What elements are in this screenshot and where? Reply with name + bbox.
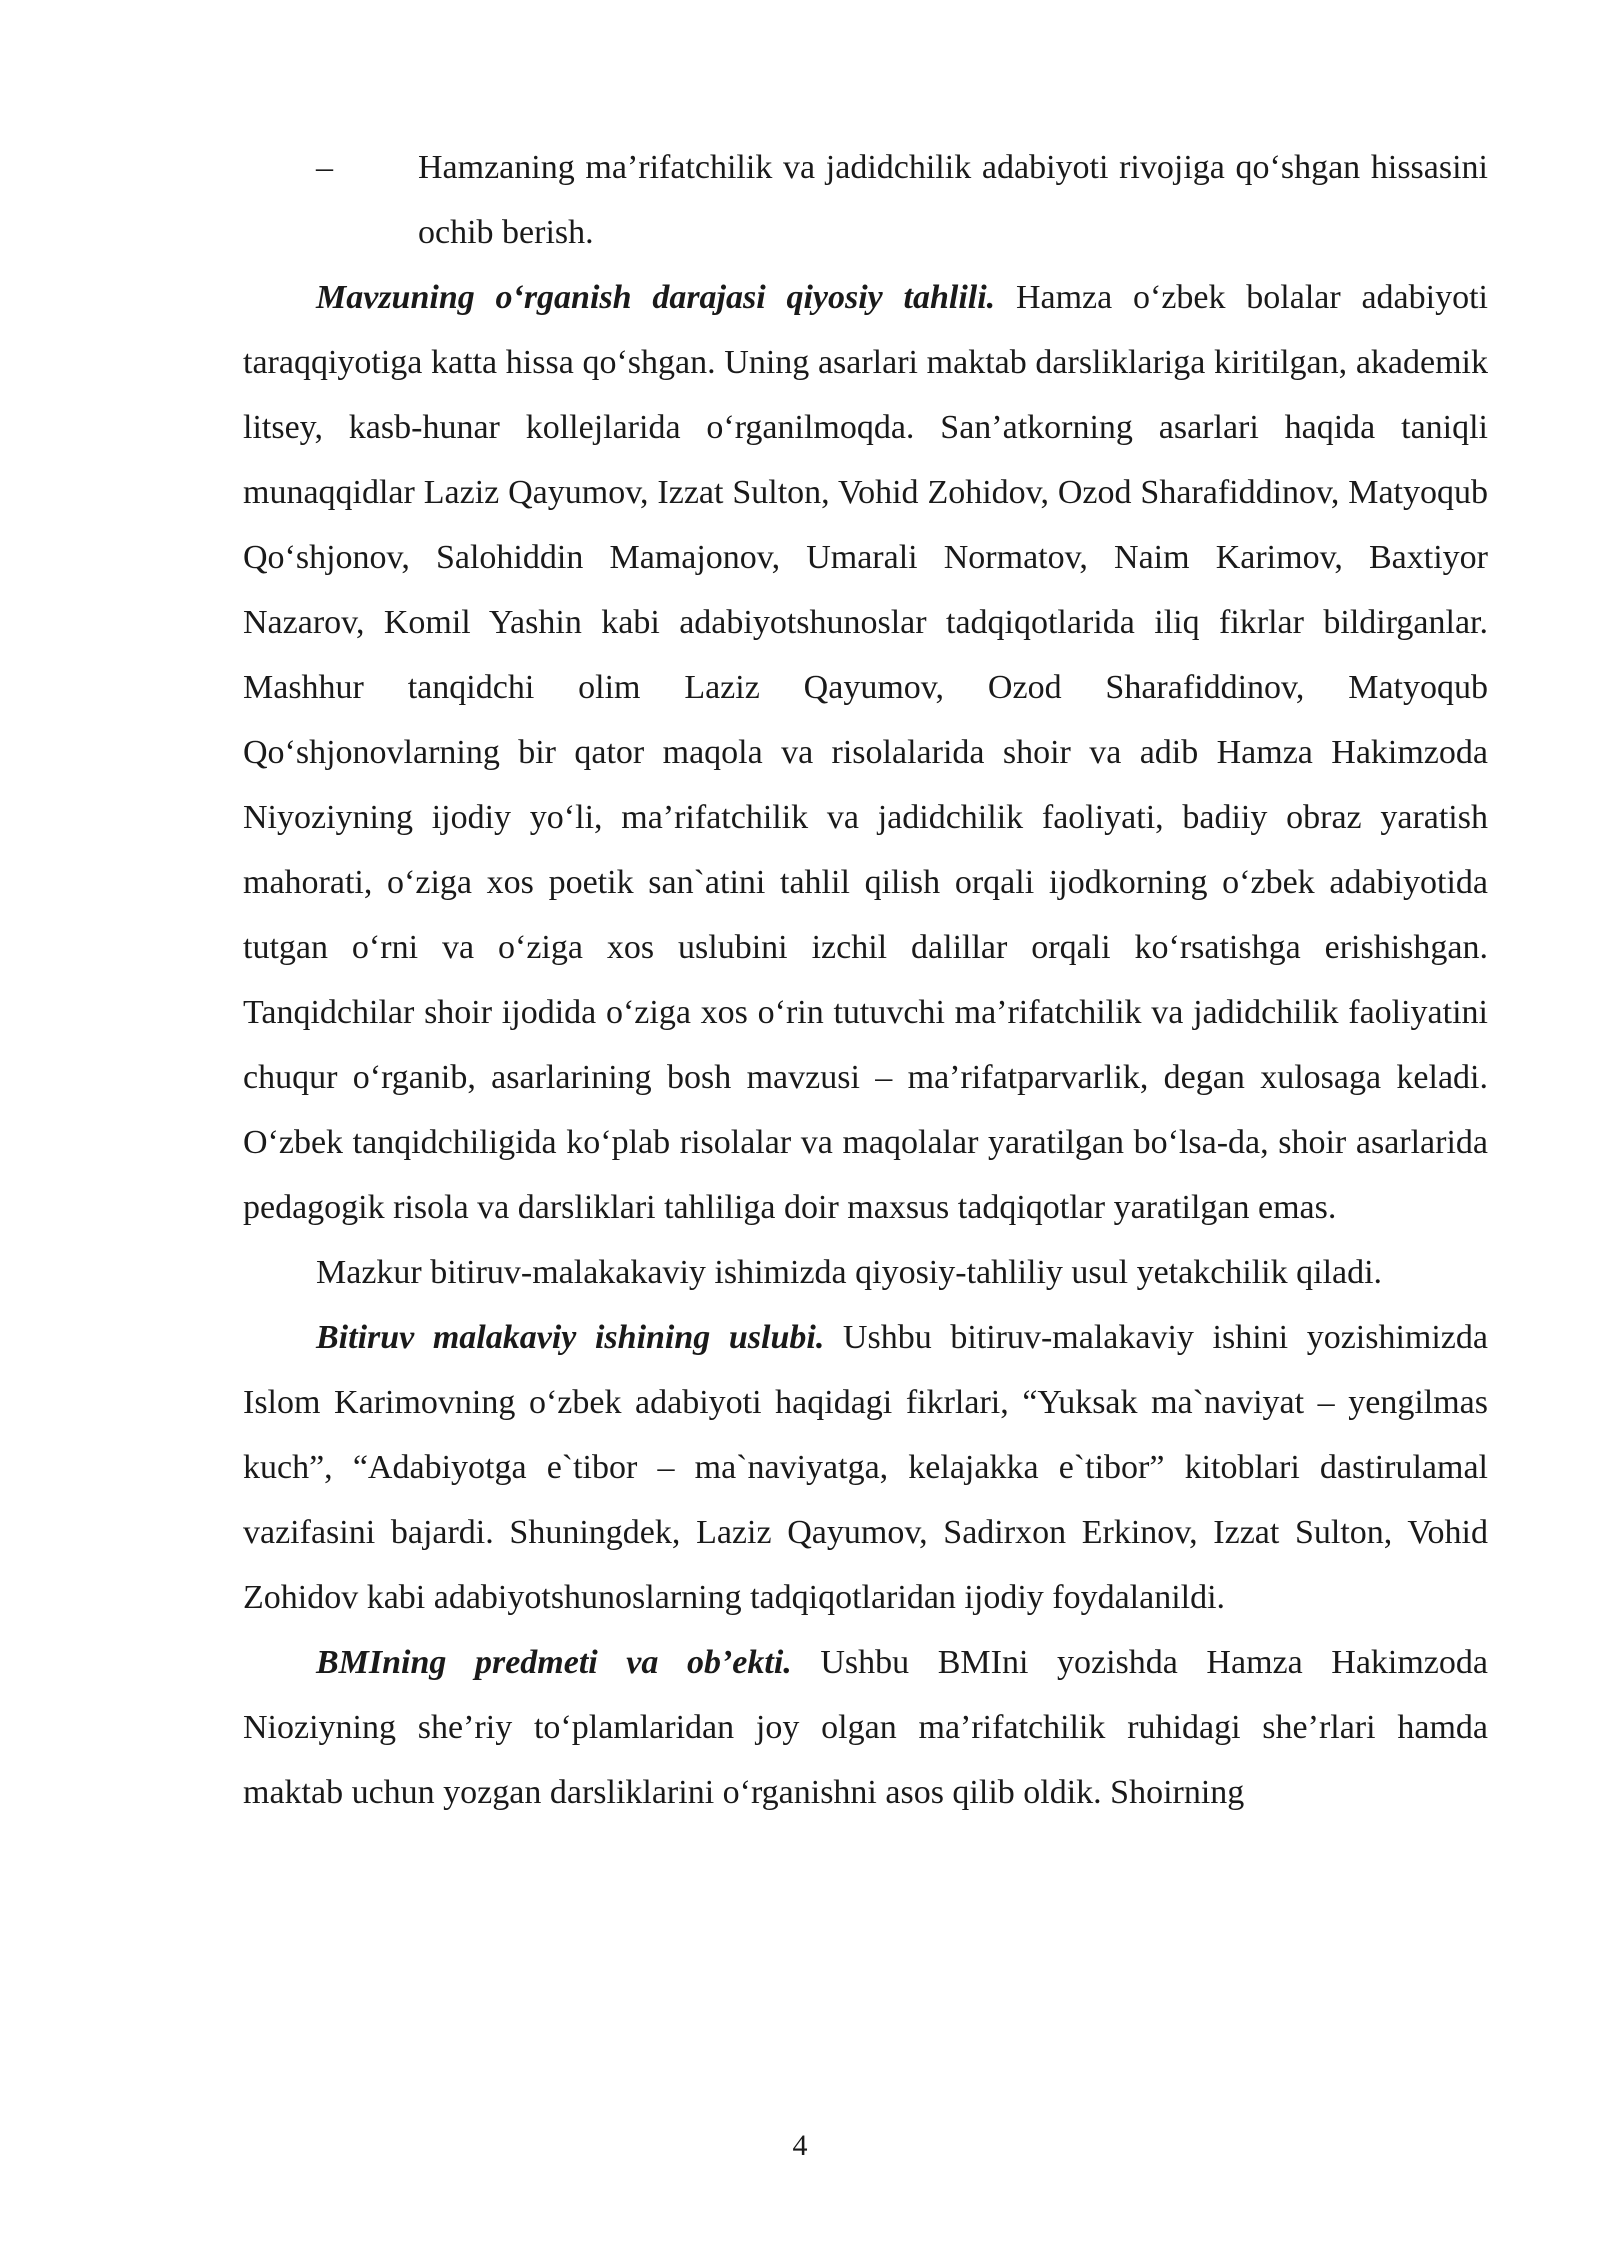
paragraph-body: Ushbu bitiruv-malakaviy ishini yozishimizda Islom Karimovning o‘zbek adabiyoti haqidagi fikrlari, “Yuksak ma`naviyat – yengilmas kuch”, “Adabiyotga e`tibor – ma`naviyatga, kelajakka e`tibor” kitoblari dastirulamal vazifasini bajardi. Shuningdek, Laziz Qayumov, Sadirxon Erkinov, Izzat Sulton, Vohid Zohidov kabi adabiyotshunoslarning tadqiqotlaridan ijodiy foydalanildi. xyxy=(243,1319,1488,1616)
paragraph-body: Ushbu BMIni yozishda Hamza Hakimzoda Nioziyning she’riy to‘plamlaridan joy olgan ma’rifatchilik ruhidagi she’rlari hamda maktab uchun yozgan darsliklarini o‘rganishni asos qilib oldik. Shoirning xyxy=(243,1644,1488,1811)
bullet-text: Hamzaning ma’rifatchilik va jadidchilik adabiyoti rivojiga qo‘shgan hissasini ochib berish. xyxy=(418,149,1488,251)
bullet-item xyxy=(243,135,1488,265)
paragraph-thesis-style xyxy=(243,1305,1488,1630)
bullet-dash: – xyxy=(316,149,333,186)
paragraph-body: Mazkur bitiruv-malakakaviy ishimizda qiyosiy-tahliliy usul yetakchilik qiladi. xyxy=(316,1254,1383,1291)
paragraph-heading: Mavzuning o‘rganish darajasi qiyosiy tahlili. xyxy=(316,279,996,316)
paragraph-body: Hamza o‘zbek bolalar adabiyoti taraqqiyotiga katta hissa qo‘shgan. Uning asarlari maktab darsliklariga kiritilgan, akademik litsey, kasb-hunar kollejlarida o‘rganilmoqda. San’atkorning asarlari haqida taniqli munaqqidlar Laziz Qayumov, Izzat Sulton, Vohid Zohidov, Ozod Sharafiddinov, Matyoqub Qo‘shjonov, Salohiddin Mamajonov, Umarali Normatov, Naim Karimov, Baxtiyor Nazarov, Komil Yashin kabi adabiyotshunoslar tadqiqotlarida iliq fikrlar bildirganlar. Mashhur tanqidchi olim Laziz Qayumov, Ozod Sharafiddinov, Matyoqub Qo‘shjonovlarning bir qator maqola va risolalarida shoir va adib Hamza Hakimzoda Niyoziyning ijodiy yo‘li, ma’rifatchilik va jadidchilik faoliyati, badiiy obraz yaratish mahorati, o‘ziga xos poetik san`atini tahlil qilish orqali ijodkorning o‘zbek adabiyotida tutgan o‘rni va o‘ziga xos uslubini izchil dalillar orqali ko‘rsatishga erishishgan. Tanqidchilar shoir ijodida o‘ziga xos o‘rin tutuvchi ma’rifatchilik va jadidchilik faoliyatini chuqur o‘rganib, asarlarining bosh mavzusi – ma’rifatparvarlik, degan xulosaga keladi. O‘zbek tanqidchiligida ko‘plab risolalar va maqolalar yaratilgan bo‘lsa-da, shoir asarlarida pedagogik risola va darsliklari tahliliga doir maxsus tadqiqotlar yaratilgan emas. xyxy=(243,279,1488,1226)
page-number: 4 xyxy=(792,2129,808,2162)
paragraph-heading: Bitiruv malakaviy ishining uslubi. xyxy=(316,1319,825,1356)
paragraph-method-note xyxy=(243,1240,1488,1305)
paragraph-study-level xyxy=(243,265,1488,1240)
document-page xyxy=(243,135,1488,1825)
paragraph-subject-object xyxy=(243,1630,1488,1825)
paragraph-heading: BMIning predmeti va ob’ekti. xyxy=(316,1644,792,1681)
